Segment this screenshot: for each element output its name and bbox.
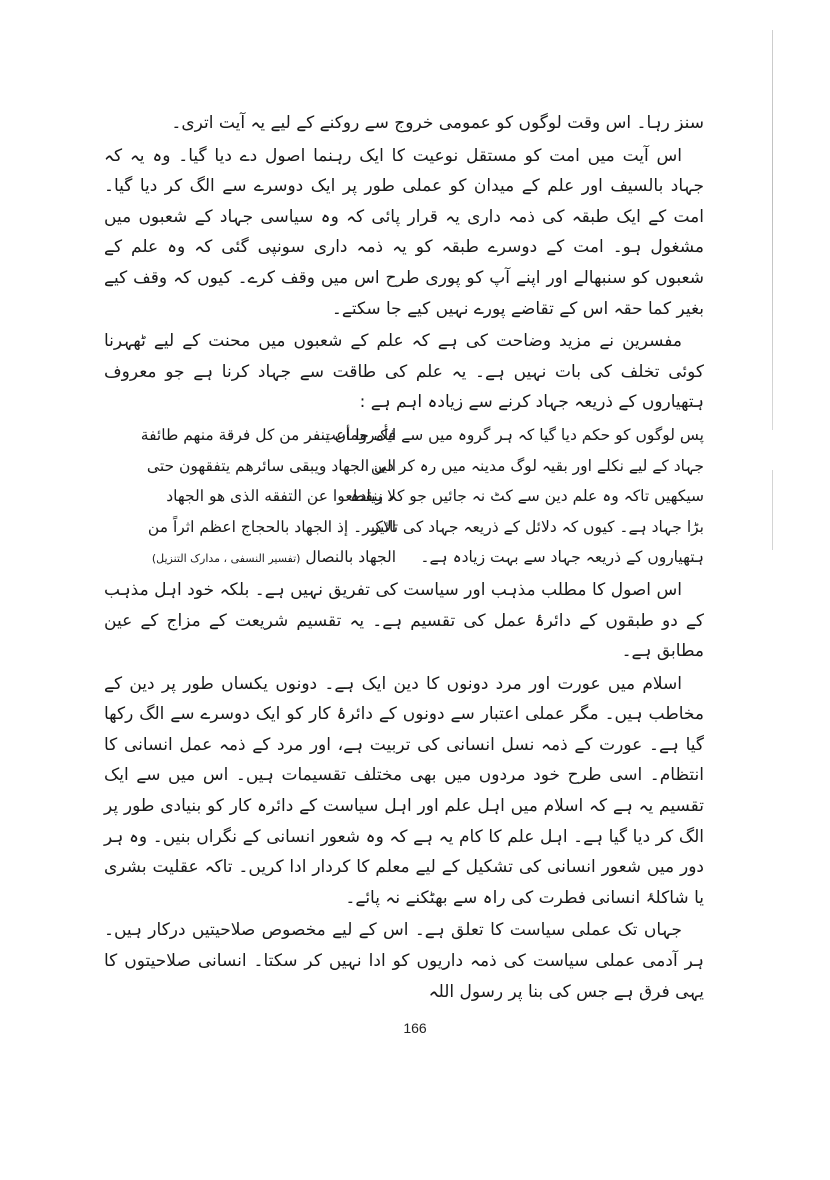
arabic-line: فأمروا أن ينفر من كل فرقة منهم طائفة — [140, 425, 396, 444]
translation-line: ہتھیاروں کے ذریعہ جہاد سے بہت زیادہ ہے۔ — [420, 548, 704, 567]
arabic-line-with-reference — [104, 542, 396, 575]
paragraph-men-women: اسلام میں عورت اور مرد دونوں کا دین ایک ہے۔ دونوں یکساں طور پر دین کے مخاطب ہیں۔ مگر عملی اعتبار سے دونوں کے دائرۂ کار کو ایک دوسرے سے الگ رکھا گیا ہے۔ عورت کے ذمہ نسل انسانی کی تربیت ہے، اور مرد کے ذمہ عمل انسانی کا انتظام۔ اسی طرح خود مردوں میں بھی مختلف تقسیمات ہیں۔ اس میں سے ایک تقسیم یہ ہے کہ اسلام میں اہل علم اور اہل سیاست کے دائرہ کار کو بنیادی طور پر الگ کر دیا گیا ہے۔ اہل علم کا کام یہ ہے کہ وہ شعور انسانی کے نگراں بنیں۔ وہ ہر دور میں شعور انسانی کی تشکیل کے لیے معلم کا کردار ادا کریں۔ تاکہ عقلیت بشری یا شاکلۂ انسانی فطرت کی راہ سے بھٹکنے نہ پائے۔ — [104, 673, 704, 908]
scan-edge-mark — [772, 30, 773, 430]
book-page-text — [104, 108, 704, 1009]
arabic-line: الجهاد بالنصال — [305, 548, 396, 567]
quotation-block — [104, 420, 704, 575]
citation-reference: (تفسیر النسفی ، مدارک التنزیل) — [151, 552, 301, 566]
paragraph-commentators: مفسرین نے مزید وضاحت کی ہے کہ علم کے شعبوں میں محنت کے لیے ٹھہرنا کوئی تخلف کی بات نہیں ہے۔ یہ علم کی طاقت سے جہاد کرنا ہے جو معروف ہتھیاروں کے ذریعہ جہاد کرنے سے زیادہ اہم ہے : — [104, 331, 704, 413]
paragraph-separation-meaning: اس اصول کا مطلب مذہب اور سیاست کی تفریق نہیں ہے۔ بلکہ خود اہل مذہب کے دو طبقوں کے دائرۂ عمل کی تقسیم ہے۔ یہ تقسیم شریعت کے مزاج کے عین مطابق ہے۔ — [104, 579, 704, 662]
translation-line: پس لوگوں کو حکم دیا گیا کہ ہر گروہ میں سے ایک جماعت — [321, 425, 704, 444]
scan-edge-mark-lower — [772, 470, 773, 550]
paragraph-practical-politics: جہاں تک عملی سیاست کا تعلق ہے۔ اس کے لیے مخصوص صلاحیتیں درکار ہیں۔ ہر آدمی عملی سیاست کی ذمہ داریوں کو ادا نہیں کر سکتا۔ انسانی صلاحیتوں کا یہی فرق ہے جس کی بنا پر رسول اللہ — [104, 920, 704, 1002]
translation-line: بڑا جہاد ہے۔ کیوں کہ دلائل کے ذریعہ جہاد کی تاثیر — [371, 517, 704, 536]
page-number: 166 — [403, 1020, 427, 1036]
arabic-line: الى الجهاد ويبقى سائرهم يتفقهون حتى — [146, 456, 396, 475]
translation-line: سیکھیں تاکہ وہ علم دین سے کٹ نہ جائیں جو کہ زیادہ — [350, 487, 704, 506]
paragraph-principle: اس آیت میں امت کو مستقل نوعیت کا ایک رہنما اصول دے دیا گیا۔ وہ یہ کہ جہاد بالسیف اور علم کے میدان کو عملی طور پر ایک دوسرے سے الگ کر دیا گیا۔ امت کے ایک طبقہ کی ذمہ داری یہ قرار پائی کہ وہ سیاسی جہاد کے شعبوں میں مشغول ہو۔ امت کے دوسرے طبقہ کو یہ ذمہ داری سونپی گئی کہ وہ علم کے شعبوں کو سنبھالے اور اپنے آپ کو پوری طرح اس میں وقف کرے۔ کیوں کہ وقف کیے بغیر کما حقہ اس کے تقاضے پورے نہیں کیے جا سکتے۔ — [104, 145, 704, 319]
paragraph-continuation: سنز رہا۔ اس وقت لوگوں کو عمومی خروج سے روکنے کے لیے یہ آیت اتری۔ — [171, 113, 704, 133]
arabic-line: لا ينقطعوا عن التفقه الذى هو الجهاد — [166, 487, 396, 506]
arabic-line: الاكبر۔ إذ الجهاد بالحجاج اعظم اثراً من — [147, 517, 396, 536]
translation-line: جہاد کے لیے نکلے اور بقیہ لوگ مدینہ میں رہ کر دین — [370, 456, 704, 475]
arabic-quote-column — [104, 420, 396, 575]
